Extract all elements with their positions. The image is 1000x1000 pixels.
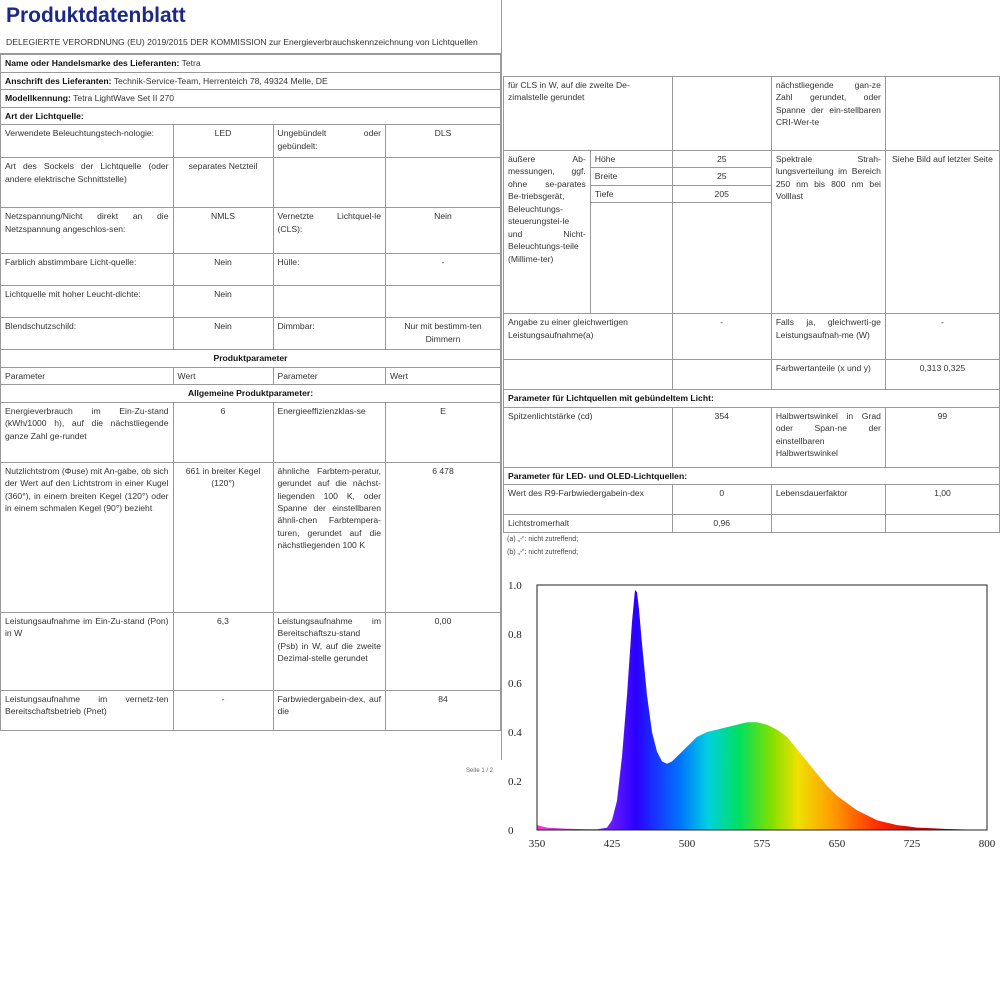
dimension-name [590,203,672,314]
cell-value: E [386,402,501,462]
y-tick-label: 0.4 [508,727,522,739]
address-row [1,72,501,89]
supplier-label: Name oder Handelsmarke des Lieferanten: [5,58,180,69]
cell-value: - [386,254,501,286]
cell-label: ähnliche Farbtem-peratur, gerundet auf die nächst-liegenden 100 K, oder Spanne der einstellbaren ähnli-chen Farbtempera-turen, gerundet auf die nächstliegenden 100 K [273,462,386,612]
table-row [504,515,1000,532]
regulation-text: DELEGIERTE VERORDNUNG (EU) 2019/2015 DER KOMMISSION zur Energieverbrauchskennzeichnung von Lichtquellen [0,34,501,54]
cell-value [885,515,999,532]
cell-label: Energieeffizienzklas-se [273,402,386,462]
cell-label [504,360,673,390]
table-row [1,690,501,730]
table-row [1,286,501,318]
cell-label: Vernetzte Lichtquel-le (CLS): [273,208,386,254]
cell-value: - [173,690,273,730]
dimension-name: Tiefe [590,185,672,202]
dimension-value: 205 [672,185,771,202]
cell-label: nächstliegende gan-ze Zahl gerundet, oder Spanne der ein-stellbaren CRI-Wer-te [771,77,885,151]
cell-value: Nein [173,318,273,350]
cell-label: Leistungsaufnahme im vernetz-ten Bereitschaftsbetrieb (Pnet) [1,690,174,730]
cell-value: NMLS [173,208,273,254]
x-tick-label: 725 [903,838,921,850]
cell-value [386,158,501,208]
cell-label: Farbwiedergabein-dex, auf die [273,690,386,730]
model-row [1,90,501,107]
table-row [1,125,501,158]
cell-value [672,77,771,151]
spectrum-area [537,590,987,830]
cell-value: DLS [386,125,501,158]
spectral-label: Spektrale Strah-lungsverteilung im Bereich 250 nm bis 800 nm bei Volllast [771,151,885,314]
cell-label: Lebensdauerfaktor [771,485,885,515]
column-header: Wert [386,367,501,384]
x-tick-label: 650 [828,838,846,850]
dimension-value: 25 [672,151,771,168]
cell-label: Art des Sockels der Lichtquelle (oder andere elektrische Schnittstelle) [1,158,174,208]
cell-label: Hülle: [273,254,386,286]
x-tick-label: 425 [603,838,621,850]
y-tick-label: 0 [508,825,514,837]
cell-value: 0,00 [386,612,501,690]
column-header: Parameter [273,367,386,384]
spectral-distribution-chart [500,570,1000,855]
table-header-row [1,367,501,384]
type-heading: Art der Lichtquelle: [1,107,501,124]
model-value: Tetra LightWave Set II 270 [73,93,175,104]
dimension-value: 25 [672,168,771,185]
cell-label [273,158,386,208]
table-row [1,254,501,286]
cell-label [771,515,885,532]
page-number: Seite 1 / 2 [466,768,494,774]
x-tick-label: 500 [678,838,696,850]
cell-label: Lichtquelle mit hoher Leucht-dichte: [1,286,174,318]
cell-label: Farblich abstimmbare Licht-quelle: [1,254,174,286]
dimensions-label: äußere Ab-messungen, ggf. ohne se-parates Be-triebsgerät, Beleuchtungs-steuerungstei-le und Nicht-Beleuchtungs-teile (Millime-ter) [504,151,591,314]
cell-label: Netzspannung/Nicht direkt an die Netzspannung angeschlos-sen: [1,208,174,254]
cell-value: - [885,314,999,360]
cell-value: LED [173,125,273,158]
datasheet-page-1 [0,0,502,760]
led-heading: Parameter für LED- und OLED-Lichtquellen: [504,467,1000,484]
supplier-row [1,55,501,72]
y-tick-label: 0.8 [508,629,522,641]
cell-value: 6 [173,402,273,462]
cell-label: Falls ja, gleichwerti-ge Leistungsaufnah-me (W) [771,314,885,360]
cell-value: Nein [386,208,501,254]
dimension-name: Höhe [590,151,672,168]
plot-area [537,590,987,830]
address-label: Anschrift des Lieferanten: [5,75,112,86]
cell-label: Spitzenlichtstärke (cd) [504,407,673,467]
cell-label: Halbwertswinkel in Grad oder Span-ne der einstellbaren Halbwertswinkel [771,407,885,467]
table-row [1,318,501,350]
cell-value: Nur mit bestimm-ten Dimmern [386,318,501,350]
cell-value: Nein [173,286,273,318]
cell-value: 0,96 [672,515,771,532]
x-tick-label: 800 [978,838,996,850]
cell-value: 0,313 0,325 [885,360,999,390]
y-tick-label: 0.6 [508,678,522,690]
table-row [1,612,501,690]
table-row [504,151,1000,168]
general-params-heading: Allgemeine Produktparameter: [1,385,501,402]
model-label: Modellkennung: [5,93,71,104]
cell-value [386,286,501,318]
column-header: Parameter [1,367,174,384]
cell-label: Lichtstromerhalt [504,515,673,532]
cell-label [273,286,386,318]
cell-label: Verwendete Beleuchtungstech-nologie: [1,125,174,158]
table-row [1,462,501,612]
cell-label: Blendschutzschild: [1,318,174,350]
cell-value: 1,00 [885,485,999,515]
column-header: Wert [173,367,273,384]
table-row [504,485,1000,515]
spectral-value: Siehe Bild auf letzter Seite [885,151,999,314]
table-row [1,208,501,254]
cell-value: 84 [386,690,501,730]
cell-value: 0 [672,485,771,515]
table-row [504,77,1000,151]
cell-label: Ungebündelt oder gebündelt: [273,125,386,158]
cell-value: - [672,314,771,360]
cell-value: Nein [173,254,273,286]
table-row [504,360,1000,390]
x-tick-label: 350 [528,838,546,850]
y-tick-label: 0.2 [508,776,522,788]
cell-value: 6 478 [386,462,501,612]
address-value: Technik-Service-Team, Herrenteich 78, 49324 Melle, DE [113,75,328,86]
cell-label: für CLS in W, auf die zweite De-zimalstelle gerundet [504,77,673,151]
footnote-b: (b) „-“: nicht zutreffend; [507,548,579,556]
cell-label: Wert des R9-Farbwiedergabein-dex [504,485,673,515]
cell-label: Farbwertanteile (x und y) [771,360,885,390]
table-row [504,407,1000,467]
cell-label: Nutzlichtstrom (Φuse) mit An-gabe, ob sich der Wert auf den Lichtstrom in einer Kugel (360°), in einem breiten Kegel (120°) oder in einem schmalen Kegel (90°) bezieht [1,462,174,612]
cell-label: Dimmbar: [273,318,386,350]
supplier-table [0,54,501,730]
cell-value [885,77,999,151]
x-tick-label: 575 [753,838,771,850]
table-row [1,158,501,208]
y-tick-label: 1.0 [508,580,522,592]
dimension-name: Breite [590,168,672,185]
dimension-value [672,203,771,314]
directional-heading: Parameter für Lichtquellen mit gebündeltem Licht: [504,390,1000,407]
cell-value [672,360,771,390]
cell-value: 354 [672,407,771,467]
cell-label: Angabe zu einer gleichwertigen Leistungsaufnahme(a) [504,314,673,360]
page-title: Produktdatenblatt [6,4,186,27]
supplier-value: Tetra [181,58,201,69]
cell-label: Leistungsaufnahme im Bereitschaftszu-stand (Psb) in W, auf die zweite Dezimal-stelle gerundet [273,612,386,690]
cell-value: separates Netzteil [173,158,273,208]
parameters-table-continued [503,76,1000,533]
datasheet-page-2 [503,76,1000,560]
table-row [504,314,1000,360]
cell-value: 661 in breiter Kegel (120°) [173,462,273,612]
cell-value: 6,3 [173,612,273,690]
cell-label: Energieverbrauch im Ein-Zu-stand (kWh/1000 h), auf die nächstliegende ganze Zahl ge-rundet [1,402,174,462]
table-row [1,402,501,462]
cell-label: Leistungsaufnahme im Ein-Zu-stand (Pon) in W [1,612,174,690]
footnote-a: (a) „-“: nicht zutreffend; [507,535,579,543]
params-heading: Produktparameter [1,350,501,367]
cell-value: 99 [885,407,999,467]
